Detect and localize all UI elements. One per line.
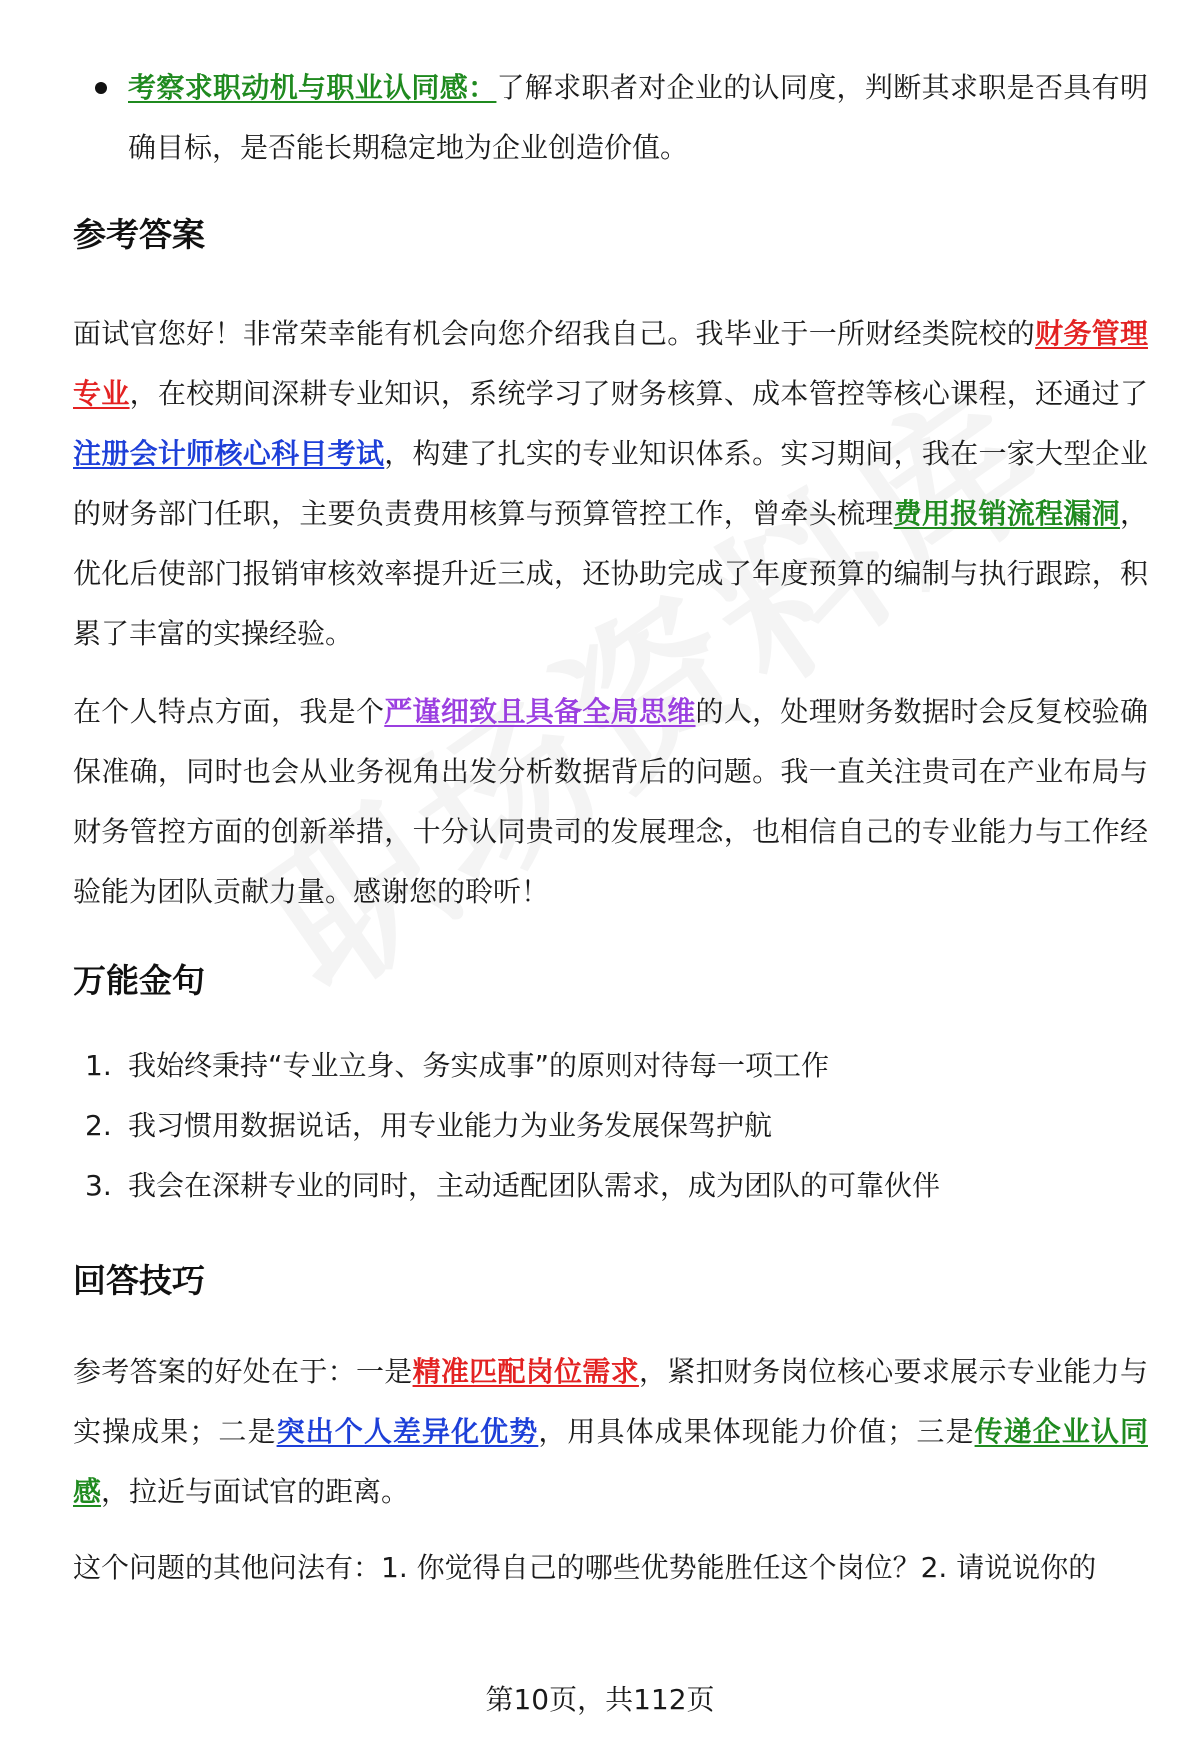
tips-paragraph-1 xyxy=(73,1342,1148,1522)
answer-paragraph-1 xyxy=(73,304,1148,664)
quote-text: 我习惯用数据说话，用专业能力为业务发展保驾护航 xyxy=(128,1109,773,1142)
quotes-list xyxy=(73,1036,1148,1216)
quote-text: 我会在深耕专业的同时，主动适配团队需求，成为团队的可靠伙伴 xyxy=(128,1169,941,1202)
highlight-traits: 严谨细致且具备全局思维 xyxy=(384,695,696,728)
answer-paragraph-2 xyxy=(73,682,1148,922)
list-item xyxy=(73,1156,1148,1216)
highlight-identity: 传递企业认同感 xyxy=(73,1415,1148,1508)
section-title-quotes: 万能金句 xyxy=(73,961,205,1000)
page-footer: 第10页，共112页 xyxy=(485,1683,715,1716)
answer-text: ，在校期间深耕专业知识，系统学习了财务核算、成本管控等核心课程，还通过了 xyxy=(129,377,1148,410)
tips-text: ，紧扣财务岗位核心要求展示专业能力与实操成果；二是 xyxy=(73,1355,1148,1448)
bullet-text xyxy=(128,58,1148,178)
highlight-cpa: 注册会计师核心科目考试 xyxy=(73,437,385,470)
answer-text: 的人，处理财务数据时会反复校验确保准确，同时也会从业务视角出发分析数据背后的问题。我一直关注贵司在产业布局与财务管控方面的创新举措，十分认同贵司的发展理念，也相信自己的专业能力与工作经验能为团队贡献力量。感谢您的聆听！ xyxy=(73,695,1148,908)
highlight-match: 精准匹配岗位需求 xyxy=(412,1355,639,1388)
section-title-answer: 参考答案 xyxy=(73,215,205,254)
tips-paragraph-2: 这个问题的其他问法有：1. 你觉得自己的哪些优势能胜任这个岗位？2. 请说说你的 xyxy=(73,1551,1097,1584)
bullet-body: 了解求职者对企业的认同度，判断其求职是否具有明确目标，是否能长期稳定地为企业创造价值。 xyxy=(128,71,1148,164)
tips-text: 参考答案的好处在于：一是 xyxy=(73,1355,413,1388)
list-number: 2. xyxy=(85,1109,112,1142)
tips-text: ，拉近与面试官的距离。 xyxy=(101,1475,410,1508)
answer-text: ，构建了扎实的专业知识体系。实习期间，我在一家大型企业的财务部门任职，主要负责费用核算与预算管控工作，曾牵头梳理 xyxy=(73,437,1148,530)
highlight-advantage: 突出个人差异化优势 xyxy=(276,1415,539,1448)
list-item xyxy=(73,1036,1148,1096)
answer-text: 在个人特点方面，我是个 xyxy=(73,695,385,728)
section-title-tips: 回答技巧 xyxy=(73,1261,205,1300)
list-number: 1. xyxy=(85,1049,112,1082)
list-item xyxy=(73,1096,1148,1156)
highlight-reimbursement: 费用报销流程漏洞 xyxy=(893,497,1120,530)
answer-text: ，优化后使部门报销审核效率提升近三成，还协助完成了年度预算的编制与执行跟踪，积累了丰富的实操经验。 xyxy=(73,497,1148,650)
tips-text: ，用具体成果体现能力价值；三是 xyxy=(538,1415,975,1448)
bullet-dot-icon xyxy=(95,82,107,94)
list-number: 3. xyxy=(85,1169,112,1202)
motivation-bullet xyxy=(73,58,1148,178)
highlight-major: 财务管理专业 xyxy=(73,317,1148,410)
quote-text: 我始终秉持“专业立身、务实成事”的原则对待每一项工作 xyxy=(128,1049,830,1082)
bullet-highlight: 考察求职动机与职业认同感： xyxy=(128,71,497,104)
answer-text: 面试官您好！非常荣幸能有机会向您介绍我自己。我毕业于一所财经类院校的 xyxy=(73,317,1036,350)
page-content xyxy=(73,58,1148,1598)
